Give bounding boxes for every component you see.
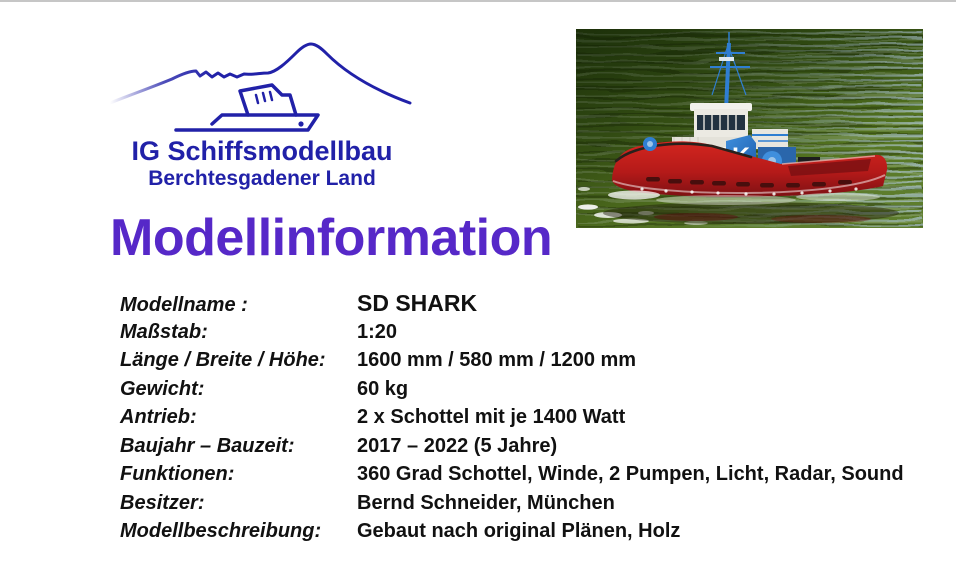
info-label: Maßstab:: [120, 320, 208, 343]
info-label: Gewicht:: [120, 377, 205, 400]
info-row: [120, 517, 932, 546]
info-row: [120, 489, 932, 518]
info-row: [120, 460, 932, 489]
info-row: [120, 375, 932, 404]
info-row: [120, 432, 932, 461]
logo-region-name: Berchtesgadener Land: [148, 167, 376, 190]
info-label: Antrieb:: [120, 406, 197, 428]
info-value: 1:20: [357, 320, 398, 343]
info-value: SD SHARK: [357, 290, 478, 316]
info-value: 1600 mm / 580 mm / 1200 mm: [357, 349, 637, 371]
info-value: 2017 – 2022 (5 Jahre): [357, 434, 558, 457]
ship-outline: [138, 85, 318, 130]
top-border-line: [0, 0, 956, 2]
info-label: Länge / Breite / Höhe:: [120, 349, 326, 371]
info-value: 60 kg: [357, 377, 409, 400]
info-label: Modellname :: [120, 294, 248, 316]
page-title: Modellinformation: [110, 209, 553, 267]
info-row: [120, 403, 932, 432]
info-row: [120, 346, 932, 375]
info-label: Modellbeschreibung:: [120, 520, 322, 542]
info-label: Funktionen:: [120, 463, 235, 485]
club-logo: [108, 31, 416, 191]
info-value: 360 Grad Schottel, Winde, 2 Pumpen, Licht, Radar, Sound: [357, 463, 904, 485]
info-value: Bernd Schneider, München: [357, 491, 615, 514]
info-row: [120, 318, 932, 347]
info-table: [120, 289, 932, 546]
mountain-ridge-line: [110, 44, 410, 103]
model-boat-photo: [576, 29, 923, 228]
info-label: Besitzer:: [120, 491, 205, 514]
info-label: Baujahr – Bauzeit:: [120, 434, 295, 457]
info-value: 2 x Schottel mit je 1400 Watt: [357, 406, 626, 428]
logo-mountain-ship-drawing: [108, 31, 416, 136]
logo-club-name: IG Schiffsmodellbau: [131, 136, 393, 166]
info-value: Gebaut nach original Plänen, Holz: [357, 520, 681, 542]
info-row: [120, 289, 932, 318]
